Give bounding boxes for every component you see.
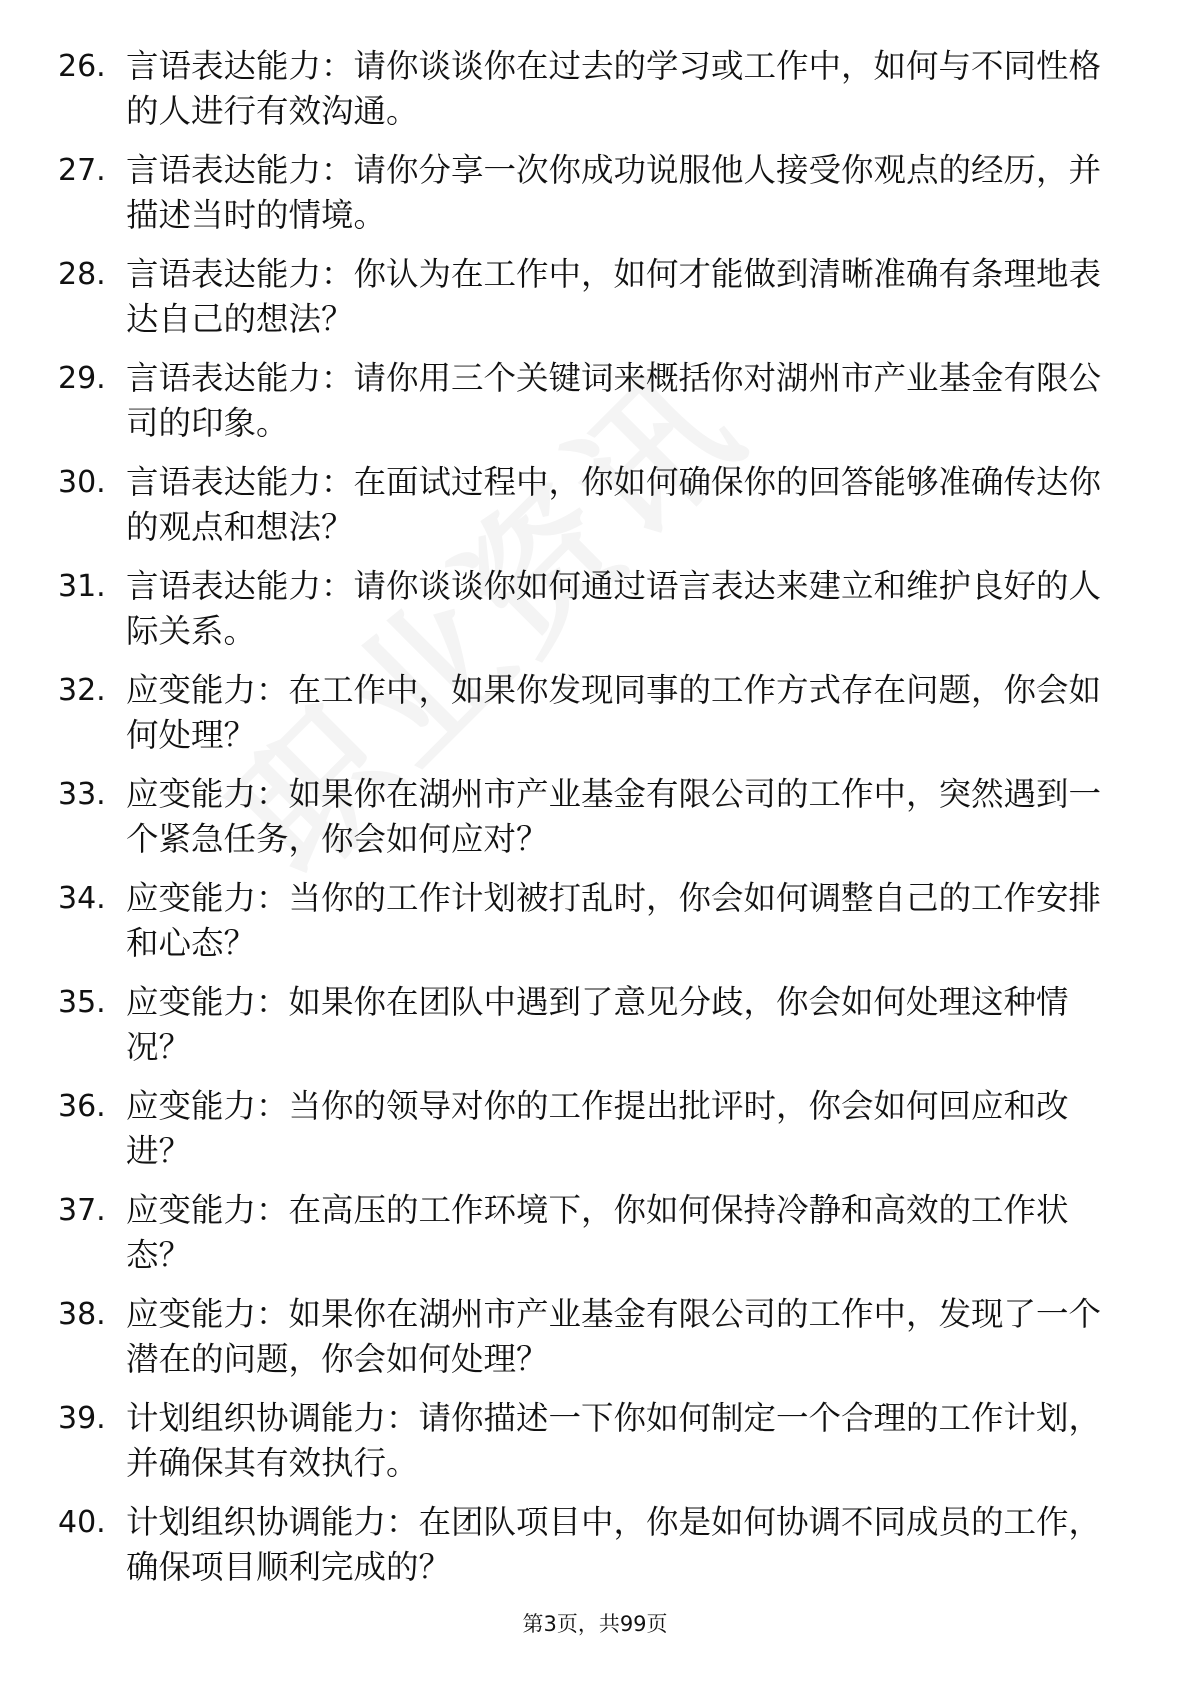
question-text: 言语表达能力：请你谈谈你在过去的学习或工作中，如何与不同性格的人进行有效沟通。 (126, 47, 1102, 130)
question-item-29 (0, 356, 1190, 460)
question-text: 计划组织协调能力：请你描述一下你如何制定一个合理的工作计划，并确保其有效执行。 (126, 1399, 1102, 1482)
question-number: 36. (58, 1089, 106, 1124)
question-number: 40. (58, 1505, 106, 1540)
question-text: 应变能力：在工作中，如果你发现同事的工作方式存在问题，你会如何处理？ (126, 671, 1102, 754)
question-text: 言语表达能力：在面试过程中，你如何确保你的回答能够准确传达你的观点和想法？ (126, 463, 1102, 546)
question-text: 应变能力：当你的工作计划被打乱时，你会如何调整自己的工作安排和心态？ (126, 879, 1102, 962)
question-number: 30. (58, 465, 106, 500)
question-text: 计划组织协调能力：在团队项目中，你是如何协调不同成员的工作，确保项目顺利完成的？ (126, 1503, 1102, 1586)
question-item-33 (0, 772, 1190, 876)
question-text: 应变能力：如果你在湖州市产业基金有限公司的工作中，发现了一个潜在的问题，你会如何处理？ (126, 1295, 1102, 1378)
question-item-32 (0, 668, 1190, 772)
question-item-28 (0, 252, 1190, 356)
question-number: 28. (58, 257, 106, 292)
question-text: 应变能力：当你的领导对你的工作提出批评时，你会如何回应和改进？ (126, 1087, 1069, 1170)
question-text: 言语表达能力：你认为在工作中，如何才能做到清晰准确有条理地表达自己的想法？ (126, 255, 1102, 338)
question-item-36 (0, 1084, 1190, 1188)
question-item-40 (0, 1500, 1190, 1604)
question-number: 33. (58, 777, 106, 812)
question-text: 应变能力：在高压的工作环境下，你如何保持冷静和高效的工作状态？ (126, 1191, 1069, 1274)
question-item-35 (0, 980, 1190, 1084)
question-list (0, 44, 1190, 1604)
question-text: 应变能力：如果你在湖州市产业基金有限公司的工作中，突然遇到一个紧急任务，你会如何应对？ (126, 775, 1102, 858)
question-item-34 (0, 876, 1190, 980)
question-item-27 (0, 148, 1190, 252)
question-number: 27. (58, 153, 106, 188)
question-item-39 (0, 1396, 1190, 1500)
question-number: 26. (58, 49, 106, 84)
page-indicator: 第3页，共99页 (522, 1612, 668, 1636)
question-number: 39. (58, 1401, 106, 1436)
question-item-38 (0, 1292, 1190, 1396)
question-item-26 (0, 44, 1190, 148)
question-number: 29. (58, 361, 106, 396)
question-text: 言语表达能力：请你用三个关键词来概括你对湖州市产业基金有限公司的印象。 (126, 359, 1102, 442)
question-number: 34. (58, 881, 106, 916)
question-item-31 (0, 564, 1190, 668)
question-text: 应变能力：如果你在团队中遇到了意见分歧，你会如何处理这种情况？ (126, 983, 1069, 1066)
question-text: 言语表达能力：请你谈谈你如何通过语言表达来建立和维护良好的人际关系。 (126, 567, 1102, 650)
question-number: 37. (58, 1193, 106, 1228)
question-item-30 (0, 460, 1190, 564)
page-footer (0, 1609, 1190, 1639)
question-item-37 (0, 1188, 1190, 1292)
question-number: 32. (58, 673, 106, 708)
question-number: 35. (58, 985, 106, 1020)
question-number: 38. (58, 1297, 106, 1332)
question-number: 31. (58, 569, 106, 604)
question-text: 言语表达能力：请你分享一次你成功说服他人接受你观点的经历，并描述当时的情境。 (126, 151, 1102, 234)
